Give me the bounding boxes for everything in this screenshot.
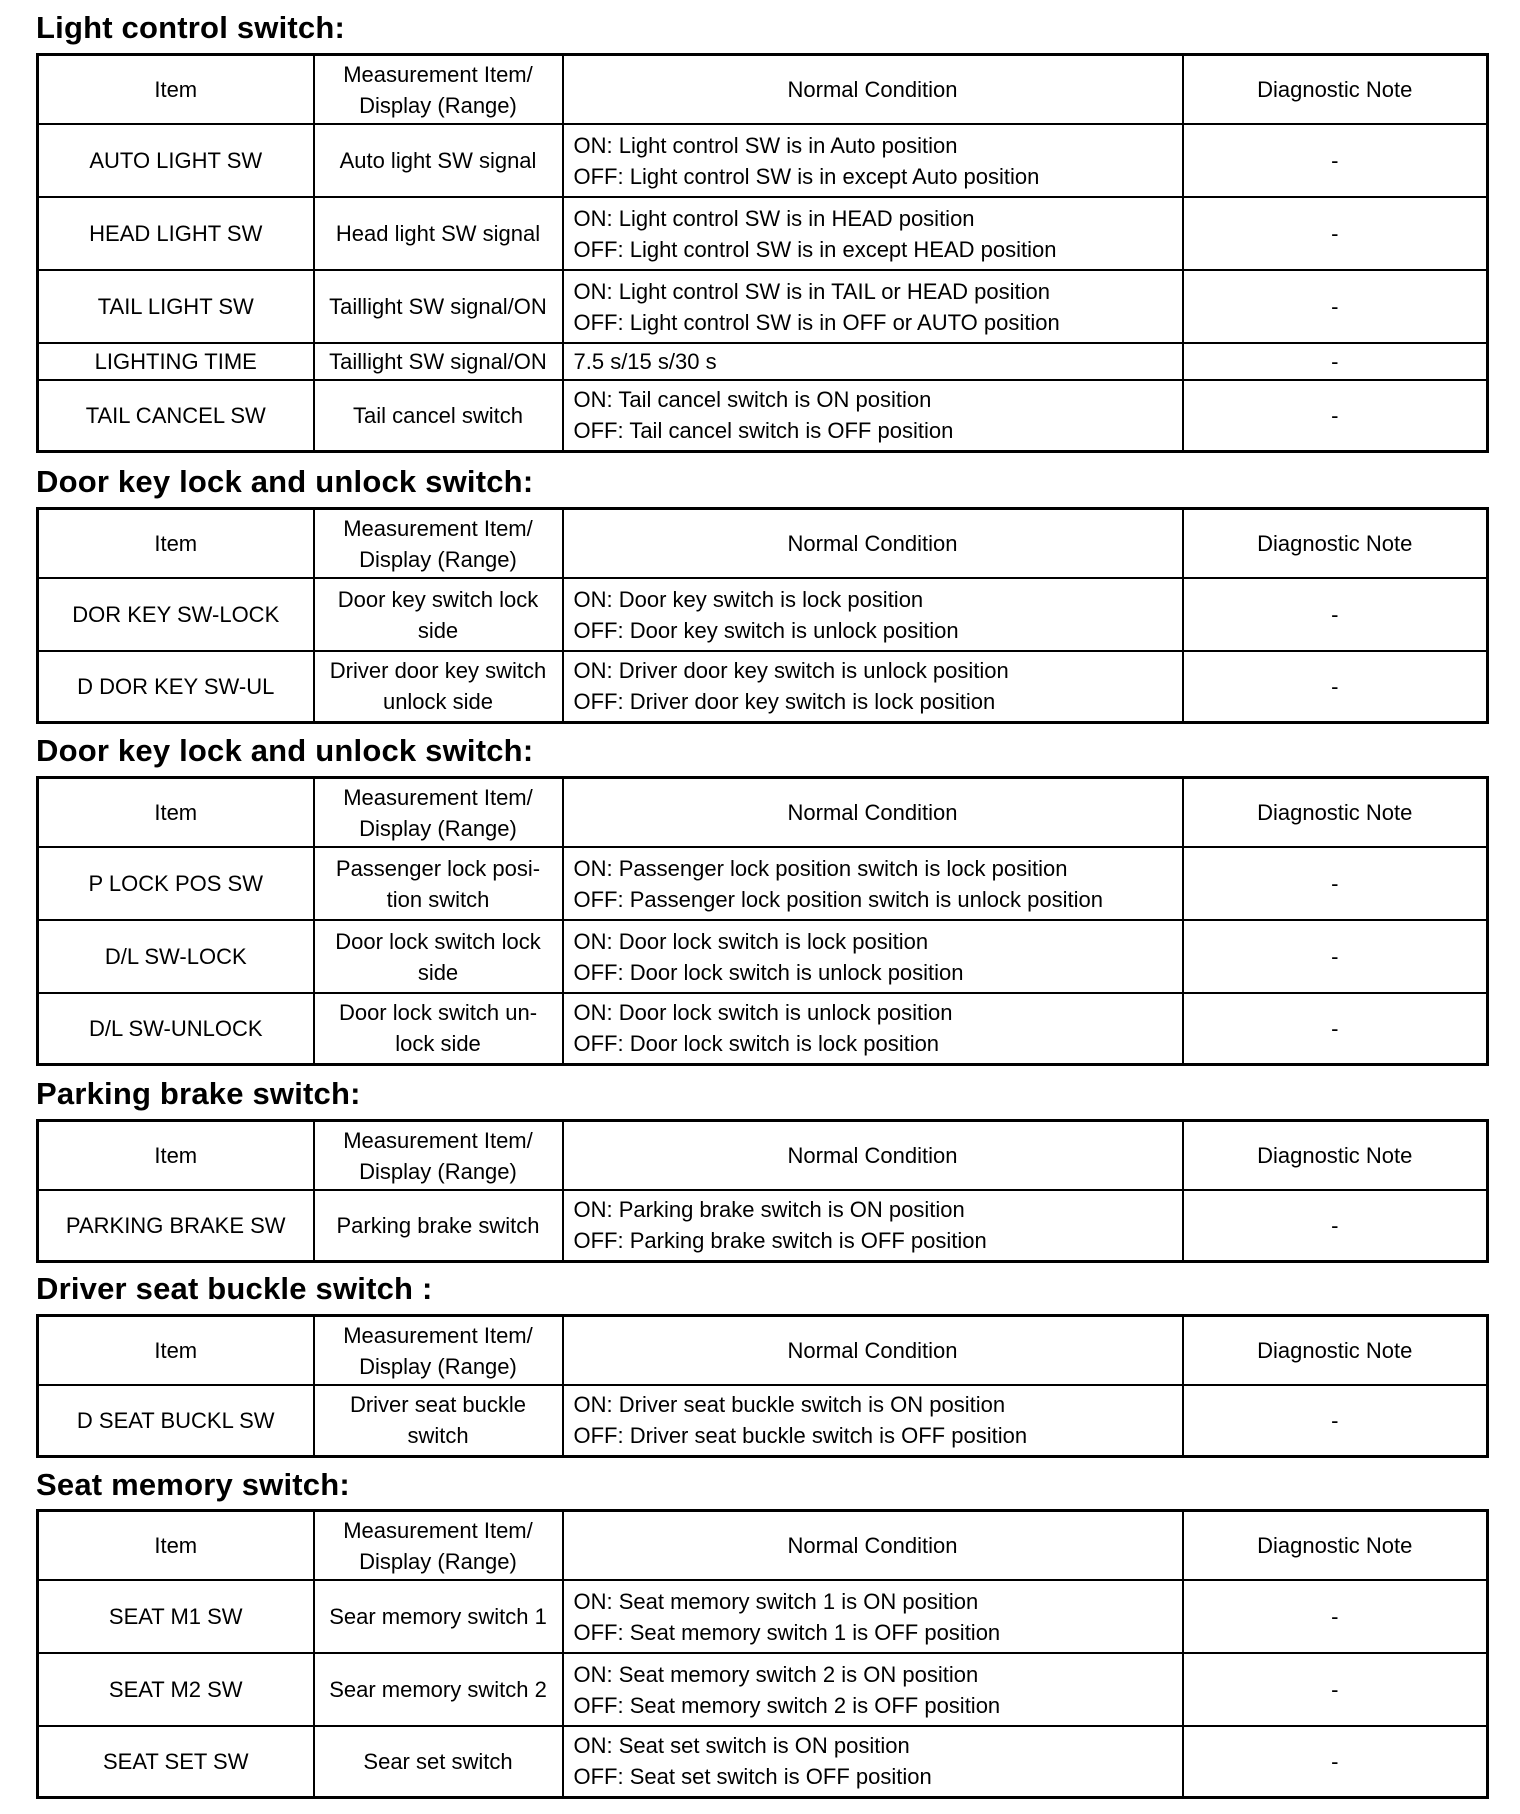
condition-cell: ON: Seat memory switch 1 is ON position OFF: Seat memory switch 1 is OFF position [563, 1580, 1183, 1653]
header-normal-condition: Normal Condition [563, 55, 1183, 125]
condition-cell: ON: Parking brake switch is ON position OFF: Parking brake switch is OFF position [563, 1190, 1183, 1261]
section-title-seat-buckle: Driver seat buckle switch : [36, 1271, 433, 1306]
note-cell: - [1183, 124, 1488, 197]
condition-cell: ON: Driver seat buckle switch is ON position OFF: Driver seat buckle switch is OFF position [563, 1385, 1183, 1456]
table-row [38, 847, 1488, 920]
item-cell: D DOR KEY SW-UL [38, 651, 314, 722]
measurement-cell: Head light SW signal [314, 197, 563, 270]
header-diagnostic-note: Diagnostic Note [1183, 1511, 1488, 1581]
header-measurement: Measurement Item/ Display (Range) [314, 1121, 563, 1191]
table-row [38, 1190, 1488, 1261]
measurement-cell: Door lock switch un- lock side [314, 993, 563, 1064]
table-row [38, 270, 1488, 343]
parking-brake-table [36, 1119, 1489, 1263]
table-row [38, 380, 1488, 451]
condition-cell: ON: Light control SW is in Auto position OFF: Light control SW is in except Auto position [563, 124, 1183, 197]
condition-cell: ON: Door lock switch is unlock position OFF: Door lock switch is lock position [563, 993, 1183, 1064]
measurement-cell: Driver door key switch unlock side [314, 651, 563, 722]
item-cell: D/L SW-UNLOCK [38, 993, 314, 1064]
table-row [38, 651, 1488, 722]
note-cell: - [1183, 1653, 1488, 1726]
note-cell: - [1183, 1190, 1488, 1261]
measurement-cell: Driver seat buckle switch [314, 1385, 563, 1456]
light-control-table [36, 53, 1489, 453]
measurement-cell: Sear memory switch 2 [314, 1653, 563, 1726]
header-normal-condition: Normal Condition [563, 778, 1183, 848]
header-item: Item [38, 509, 314, 579]
table-row [38, 124, 1488, 197]
item-cell: D/L SW-LOCK [38, 920, 314, 993]
note-cell: - [1183, 578, 1488, 651]
header-item: Item [38, 778, 314, 848]
measurement-cell: Passenger lock posi- tion switch [314, 847, 563, 920]
header-normal-condition: Normal Condition [563, 509, 1183, 579]
section-title-parking-brake: Parking brake switch: [36, 1076, 361, 1111]
item-cell: AUTO LIGHT SW [38, 124, 314, 197]
condition-cell: ON: Seat memory switch 2 is ON position OFF: Seat memory switch 2 is OFF position [563, 1653, 1183, 1726]
header-normal-condition: Normal Condition [563, 1121, 1183, 1191]
header-measurement: Measurement Item/ Display (Range) [314, 778, 563, 848]
condition-cell: ON: Driver door key switch is unlock position OFF: Driver door key switch is lock position [563, 651, 1183, 722]
measurement-cell: Taillight SW signal/ON [314, 270, 563, 343]
condition-cell: ON: Door lock switch is lock position OFF: Door lock switch is unlock position [563, 920, 1183, 993]
measurement-cell: Tail cancel switch [314, 380, 563, 451]
door-key-table [36, 507, 1489, 724]
measurement-cell: Auto light SW signal [314, 124, 563, 197]
table-row [38, 1385, 1488, 1456]
condition-cell: ON: Light control SW is in HEAD position OFF: Light control SW is in except HEAD position [563, 197, 1183, 270]
table-row [38, 1580, 1488, 1653]
table-row [38, 1653, 1488, 1726]
item-cell: LIGHTING TIME [38, 343, 314, 380]
header-measurement: Measurement Item/ Display (Range) [314, 55, 563, 125]
note-cell: - [1183, 1580, 1488, 1653]
condition-cell: ON: Seat set switch is ON position OFF: Seat set switch is OFF position [563, 1726, 1183, 1797]
header-row [38, 778, 1488, 848]
header-diagnostic-note: Diagnostic Note [1183, 1316, 1488, 1386]
header-measurement: Measurement Item/ Display (Range) [314, 1316, 563, 1386]
header-diagnostic-note: Diagnostic Note [1183, 1121, 1488, 1191]
note-cell: - [1183, 380, 1488, 451]
section-title-light-control: Light control switch: [36, 10, 346, 45]
header-item: Item [38, 1316, 314, 1386]
note-cell: - [1183, 197, 1488, 270]
seat-memory-table [36, 1509, 1489, 1799]
header-row [38, 55, 1488, 125]
table-row [38, 343, 1488, 380]
seat-buckle-table [36, 1314, 1489, 1458]
item-cell: TAIL LIGHT SW [38, 270, 314, 343]
table-row [38, 197, 1488, 270]
header-item: Item [38, 55, 314, 125]
header-row [38, 509, 1488, 579]
note-cell: - [1183, 1385, 1488, 1456]
header-diagnostic-note: Diagnostic Note [1183, 55, 1488, 125]
item-cell: SEAT M1 SW [38, 1580, 314, 1653]
header-measurement: Measurement Item/ Display (Range) [314, 1511, 563, 1581]
note-cell: - [1183, 270, 1488, 343]
note-cell: - [1183, 847, 1488, 920]
measurement-cell: Door lock switch lock side [314, 920, 563, 993]
table-row [38, 920, 1488, 993]
section-title-door-lock: Door key lock and unlock switch: [36, 733, 534, 768]
header-item: Item [38, 1121, 314, 1191]
header-row [38, 1511, 1488, 1581]
section-title-door-key: Door key lock and unlock switch: [36, 464, 534, 499]
condition-cell: ON: Tail cancel switch is ON position OFF: Tail cancel switch is OFF position [563, 380, 1183, 451]
item-cell: TAIL CANCEL SW [38, 380, 314, 451]
condition-cell: ON: Door key switch is lock position OFF: Door key switch is unlock position [563, 578, 1183, 651]
note-cell: - [1183, 1726, 1488, 1797]
header-normal-condition: Normal Condition [563, 1316, 1183, 1386]
item-cell: P LOCK POS SW [38, 847, 314, 920]
header-diagnostic-note: Diagnostic Note [1183, 509, 1488, 579]
item-cell: PARKING BRAKE SW [38, 1190, 314, 1261]
table-row [38, 578, 1488, 651]
note-cell: - [1183, 993, 1488, 1064]
note-cell: - [1183, 651, 1488, 722]
section-title-seat-memory: Seat memory switch: [36, 1467, 350, 1502]
measurement-cell: Door key switch lock side [314, 578, 563, 651]
measurement-cell: Sear set switch [314, 1726, 563, 1797]
note-cell: - [1183, 920, 1488, 993]
condition-cell: ON: Light control SW is in TAIL or HEAD position OFF: Light control SW is in OFF or AUTO position [563, 270, 1183, 343]
header-row [38, 1121, 1488, 1191]
note-cell: - [1183, 343, 1488, 380]
table-row [38, 993, 1488, 1064]
header-measurement: Measurement Item/ Display (Range) [314, 509, 563, 579]
table-row [38, 1726, 1488, 1797]
header-item: Item [38, 1511, 314, 1581]
header-normal-condition: Normal Condition [563, 1511, 1183, 1581]
measurement-cell: Parking brake switch [314, 1190, 563, 1261]
condition-cell: ON: Passenger lock position switch is lock position OFF: Passenger lock position switch is unlock position [563, 847, 1183, 920]
measurement-cell: Taillight SW signal/ON [314, 343, 563, 380]
door-lock-table [36, 776, 1489, 1066]
header-row [38, 1316, 1488, 1386]
item-cell: D SEAT BUCKL SW [38, 1385, 314, 1456]
measurement-cell: Sear memory switch 1 [314, 1580, 563, 1653]
item-cell: DOR KEY SW-LOCK [38, 578, 314, 651]
item-cell: HEAD LIGHT SW [38, 197, 314, 270]
item-cell: SEAT SET SW [38, 1726, 314, 1797]
header-diagnostic-note: Diagnostic Note [1183, 778, 1488, 848]
condition-cell: 7.5 s/15 s/30 s [563, 343, 1183, 380]
item-cell: SEAT M2 SW [38, 1653, 314, 1726]
